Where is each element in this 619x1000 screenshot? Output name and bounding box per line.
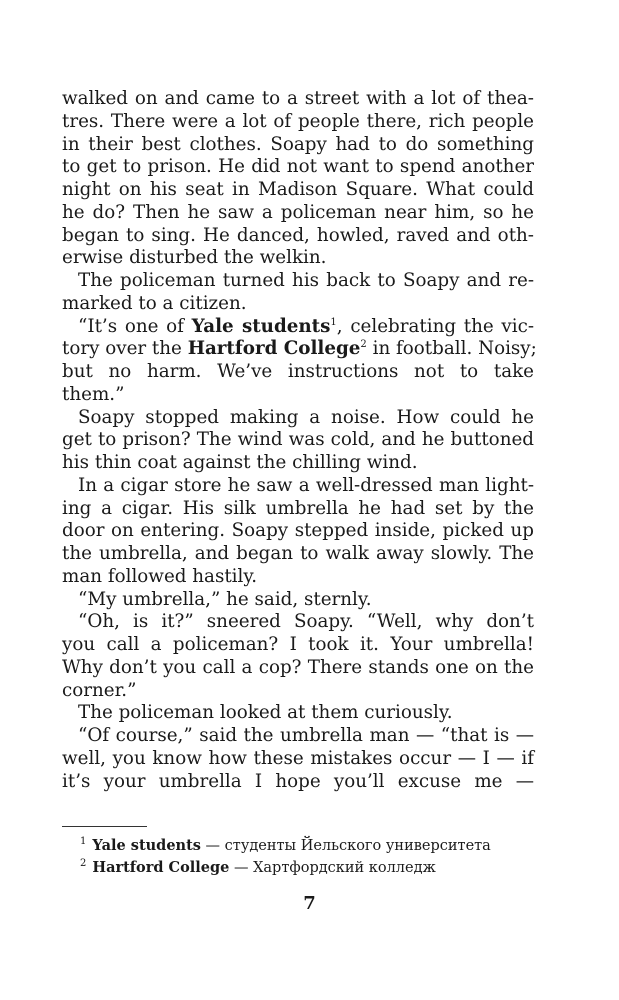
paragraph-5 — [62, 475, 534, 589]
footnote-ref-1: 1 — [330, 316, 337, 328]
paragraph-7 — [62, 611, 534, 702]
text-line: it’s your umbrella I hope you’ll excuse me — — [62, 770, 534, 792]
paragraph-4 — [62, 407, 534, 475]
text-line: door on entering. Soapy stepped inside, picked up — [62, 520, 534, 542]
paragraph-6 — [62, 589, 534, 612]
text-line: them.” — [62, 383, 125, 405]
text-line: marked to a citizen. — [62, 292, 247, 314]
text-line: to get to prison. He did not want to spend another — [62, 156, 534, 178]
text-line: his thin coat against the chilling wind. — [62, 452, 418, 473]
text-line: but no harm. We’ve instructions not to take — [62, 361, 534, 382]
footnote-text: — Хартфордский колледж — [229, 860, 436, 876]
footnote-term: Hartford College — [92, 859, 230, 876]
text-fragment: , celebrating the vic- — [336, 315, 535, 337]
text-line: erwise disturbed the welkin. — [62, 247, 327, 269]
paragraph-1 — [62, 88, 534, 270]
text-line: get to prison? The wind was cold, and he buttoned — [62, 429, 534, 451]
page-body — [62, 88, 537, 793]
page-number: 7 — [303, 893, 316, 914]
footnote-number: 1 — [80, 836, 87, 848]
text-line: In a cigar store he saw a well-dressed man light- — [78, 474, 534, 496]
text-line: ing a cigar. His silk umbrella he had set by the — [62, 497, 534, 519]
footnotes — [80, 835, 540, 879]
footnote-text: — студенты Йельского университета — [200, 838, 491, 854]
text-line: tres. There were a lot of people there, rich people — [62, 110, 534, 132]
footnote-term: Yale students — [92, 837, 201, 854]
text-line: The policeman looked at them curiously. — [78, 702, 453, 724]
text-fragment: in football. Noisy; — [366, 338, 537, 360]
footnote-ref-2: 2 — [360, 339, 367, 351]
text-line: Why don’t you call a cop? There stands one on the — [62, 656, 534, 678]
text-line: began to sing. He danced, howled, raved and oth- — [62, 224, 534, 246]
paragraph-8 — [62, 702, 534, 725]
footnote-1 — [80, 835, 540, 857]
footnote-2 — [80, 857, 540, 879]
footnote-term-yale: Yale students — [191, 315, 331, 337]
text-fragment: “It’s one of — [78, 315, 192, 337]
text-line — [62, 316, 534, 339]
footnote-number: 2 — [80, 858, 87, 870]
text-line — [62, 338, 537, 361]
text-line: in their best clothes. Soapy had to do something — [62, 133, 534, 155]
text-line: Soapy stopped making a noise. How could he — [78, 406, 534, 428]
text-line: the umbrella, and began to walk away slowly. The — [62, 543, 534, 564]
paragraph-2 — [62, 270, 534, 316]
text-line: The policeman turned his back to Soapy and re- — [78, 270, 534, 291]
text-line: he do? Then he saw a policeman near him, so he — [62, 201, 534, 223]
paragraph-3 — [62, 315, 537, 407]
text-fragment: tory over the — [62, 338, 188, 360]
text-line: you call a policeman? I took it. Your umbrella! — [62, 634, 534, 655]
text-line: “My umbrella,” he said, sternly. — [78, 588, 372, 610]
paragraph-9 — [62, 725, 534, 793]
text-line: “Oh, is it?” sneered Soapy. “Well, why don’t — [78, 611, 534, 633]
text-line: night on his seat in Madison Square. What could — [62, 179, 534, 200]
footnote-divider — [62, 826, 147, 827]
text-line: man followed hastily. — [62, 565, 258, 587]
text-line: well, you know how these mistakes occur — I — if — [62, 747, 534, 769]
text-line: walked on and came to a street with a lot of thea- — [62, 88, 534, 109]
text-line: corner.” — [62, 679, 137, 701]
footnote-term-hartford: Hartford College — [187, 338, 361, 360]
text-line: “Of course,” said the umbrella man — “that is — — [78, 725, 534, 746]
